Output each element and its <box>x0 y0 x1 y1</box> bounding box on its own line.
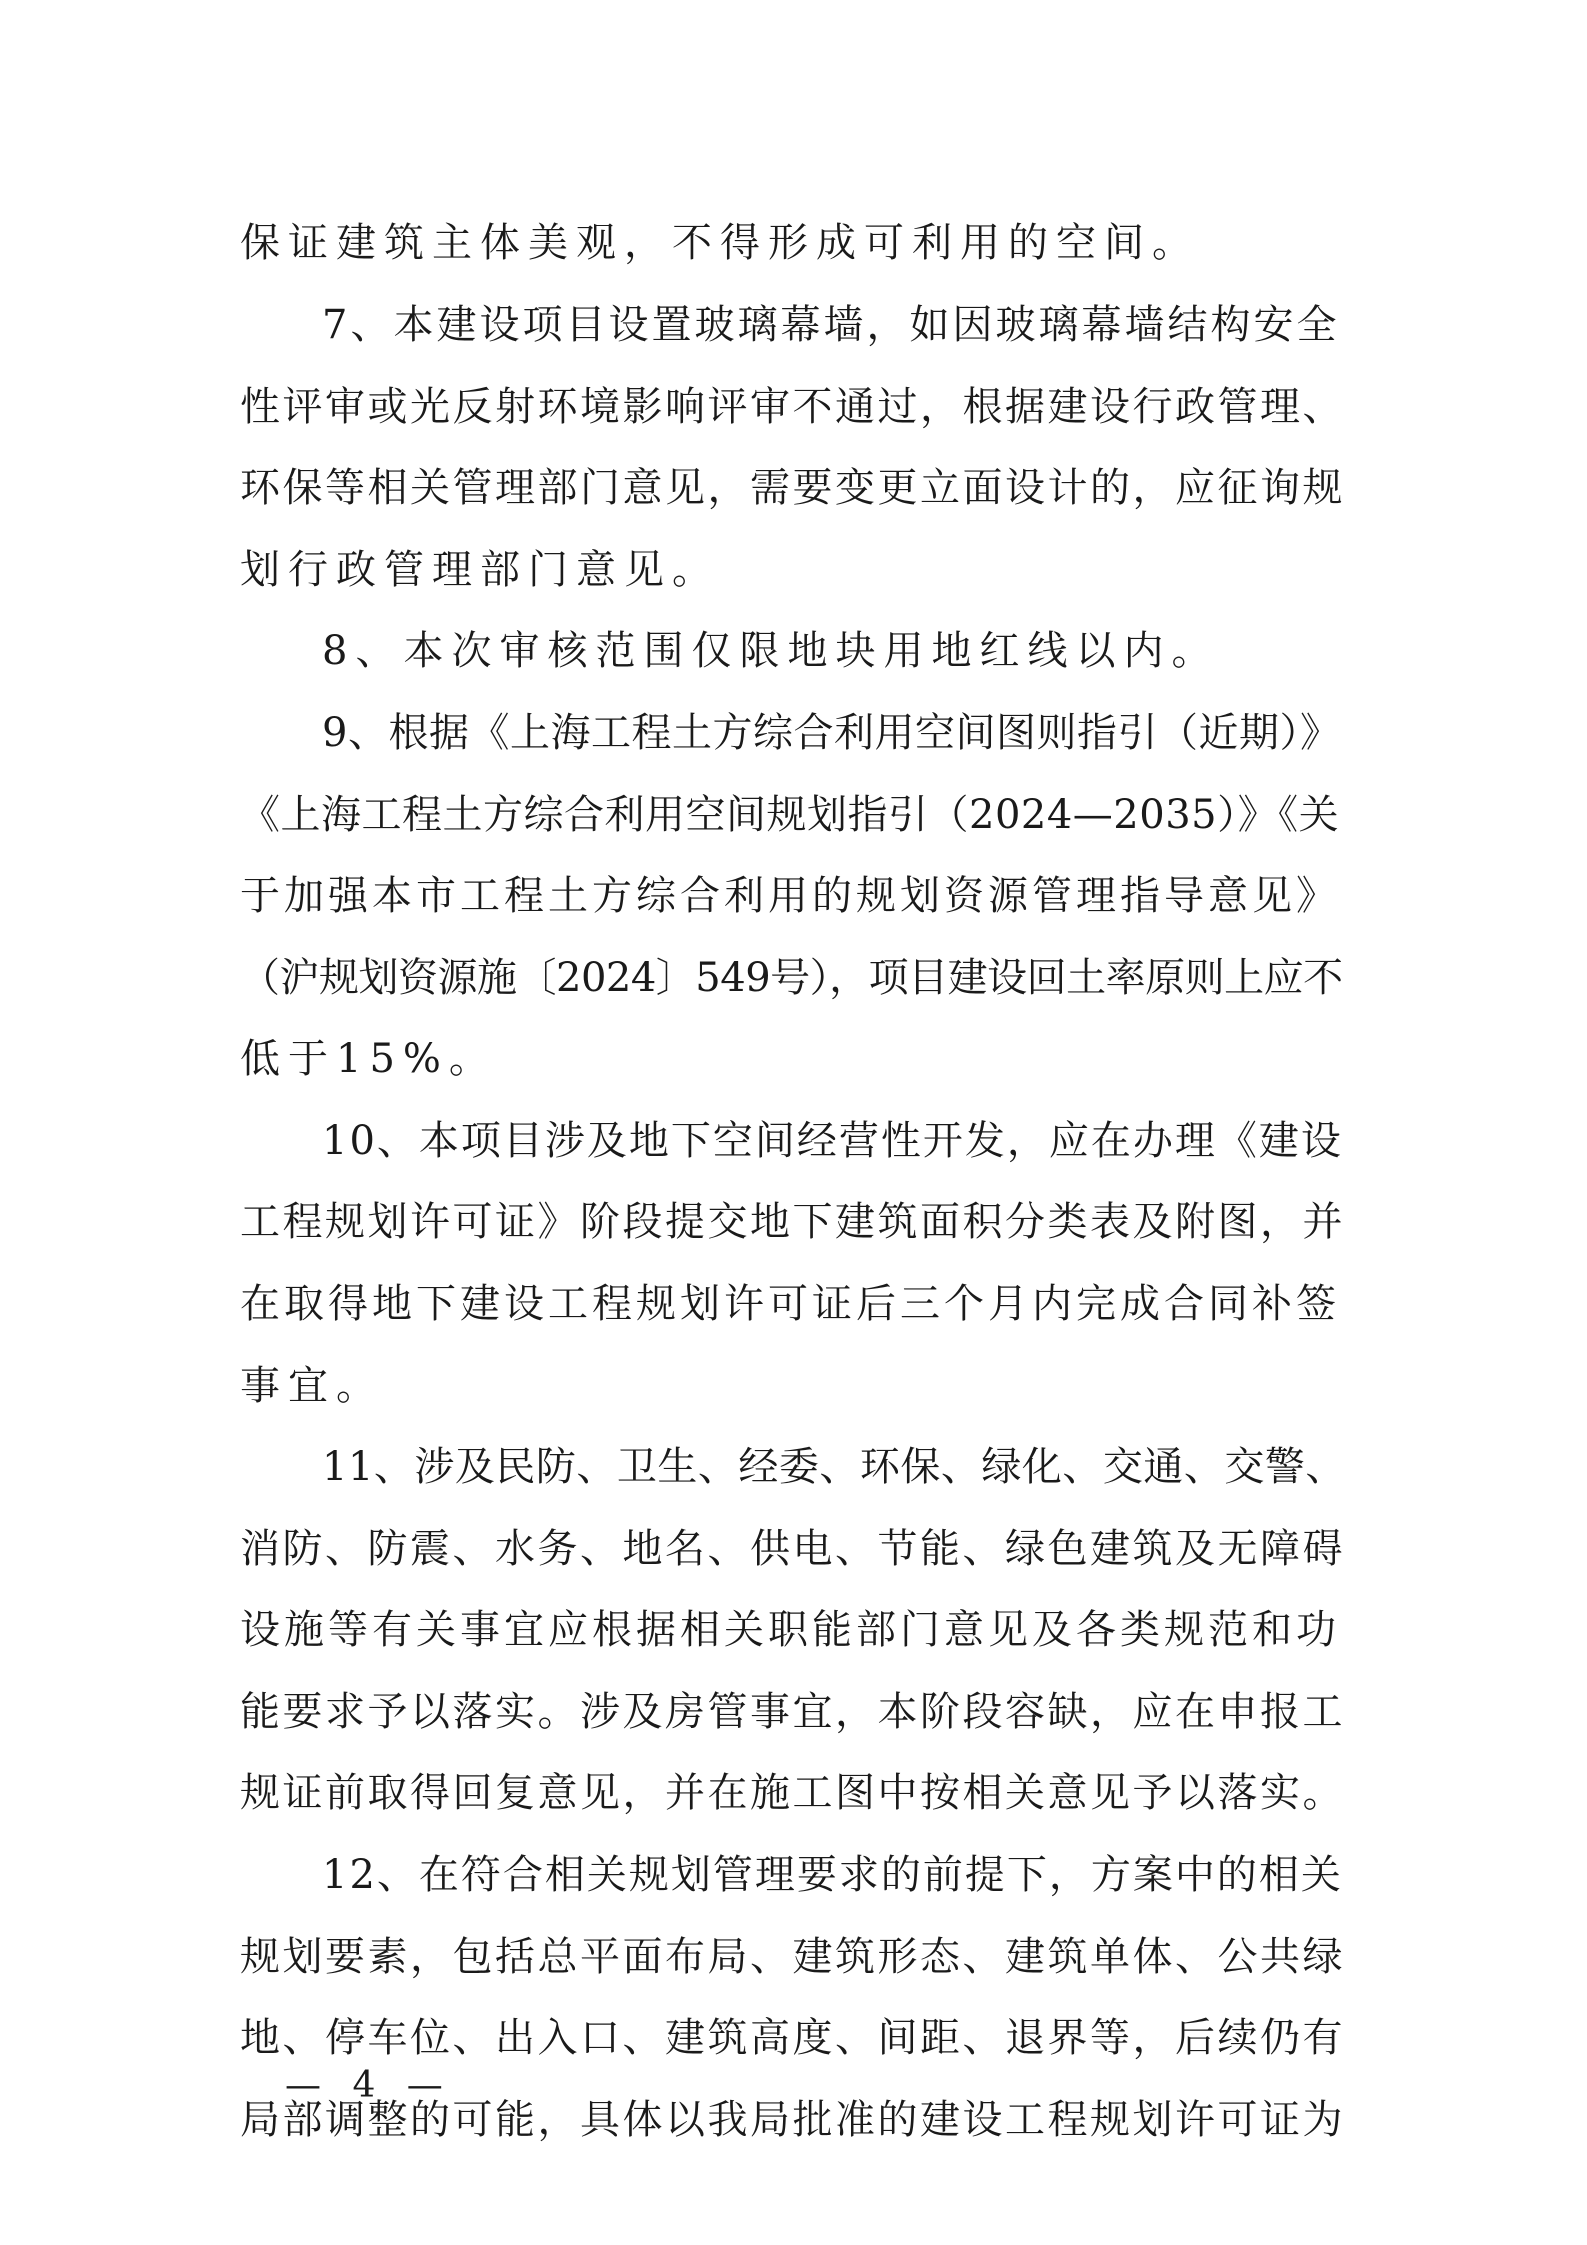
text-line: 规划要素，包括总平面布局、建筑形态、建筑单体、公共绿 <box>240 1934 1345 1980</box>
text-line: 7、本建设项目设置玻璃幕墙，如因玻璃幕墙结构安全 <box>322 302 1340 348</box>
text-line: 在取得地下建设工程规划许可证后三个月内完成合同补签 <box>240 1281 1340 1327</box>
text-line: 规证前取得回复意见，并在施工图中按相关意见予以落实。 <box>240 1770 1345 1816</box>
text-line: 划行政管理部门意见。 <box>240 547 720 593</box>
text-line: 11、涉及民防、卫生、经委、环保、绿化、交通、交警、 <box>322 1444 1346 1490</box>
text-line: 能要求予以落实。涉及房管事宜，本阶段容缺，应在申报工 <box>240 1689 1345 1735</box>
text-line: 10、本项目涉及地下空间经营性开发，应在办理《建设 <box>322 1118 1343 1164</box>
text-line: 《上海工程土方综合利用空间规划指引（2024—2035）》《关 <box>240 792 1340 838</box>
text-line: 设施等有关事宜应根据相关职能部门意见及各类规范和功 <box>240 1607 1340 1653</box>
text-line: （沪规划资源施〔2024〕549号），项目建设回土率原则上应不 <box>240 955 1343 1001</box>
text-line: 性评审或光反射环境影响评审不通过，根据建设行政管理、 <box>240 384 1345 430</box>
text-line: 低于15%。 <box>240 1036 497 1082</box>
text-line: 消防、防震、水务、地名、供电、节能、绿色建筑及无障碍 <box>240 1526 1345 1572</box>
page-number: — 4 — <box>285 2065 453 2106</box>
text-line: 8、本次审核范围仅限地块用地红线以内。 <box>322 628 1220 674</box>
text-line: 保证建筑主体美观，不得形成可利用的空间。 <box>240 220 1200 266</box>
text-line: 9、根据《上海工程土方综合利用空间图则指引（近期）》 <box>322 710 1341 756</box>
text-line: 工程规划许可证》阶段提交地下建筑面积分类表及附图，并 <box>240 1199 1345 1245</box>
text-line: 局部调整的可能，具体以我局批准的建设工程规划许可证为 <box>240 2097 1345 2143</box>
text-line: 事宜。 <box>240 1363 384 1409</box>
text-line: 于加强本市工程土方综合利用的规划资源管理指导意见》 <box>240 873 1340 919</box>
text-line: 环保等相关管理部门意见，需要变更立面设计的，应征询规 <box>240 465 1345 511</box>
text-line: 地、停车位、出入口、建筑高度、间距、退界等，后续仍有 <box>240 2015 1345 2061</box>
text-line: 12、在符合相关规划管理要求的前提下，方案中的相关 <box>322 1852 1343 1898</box>
